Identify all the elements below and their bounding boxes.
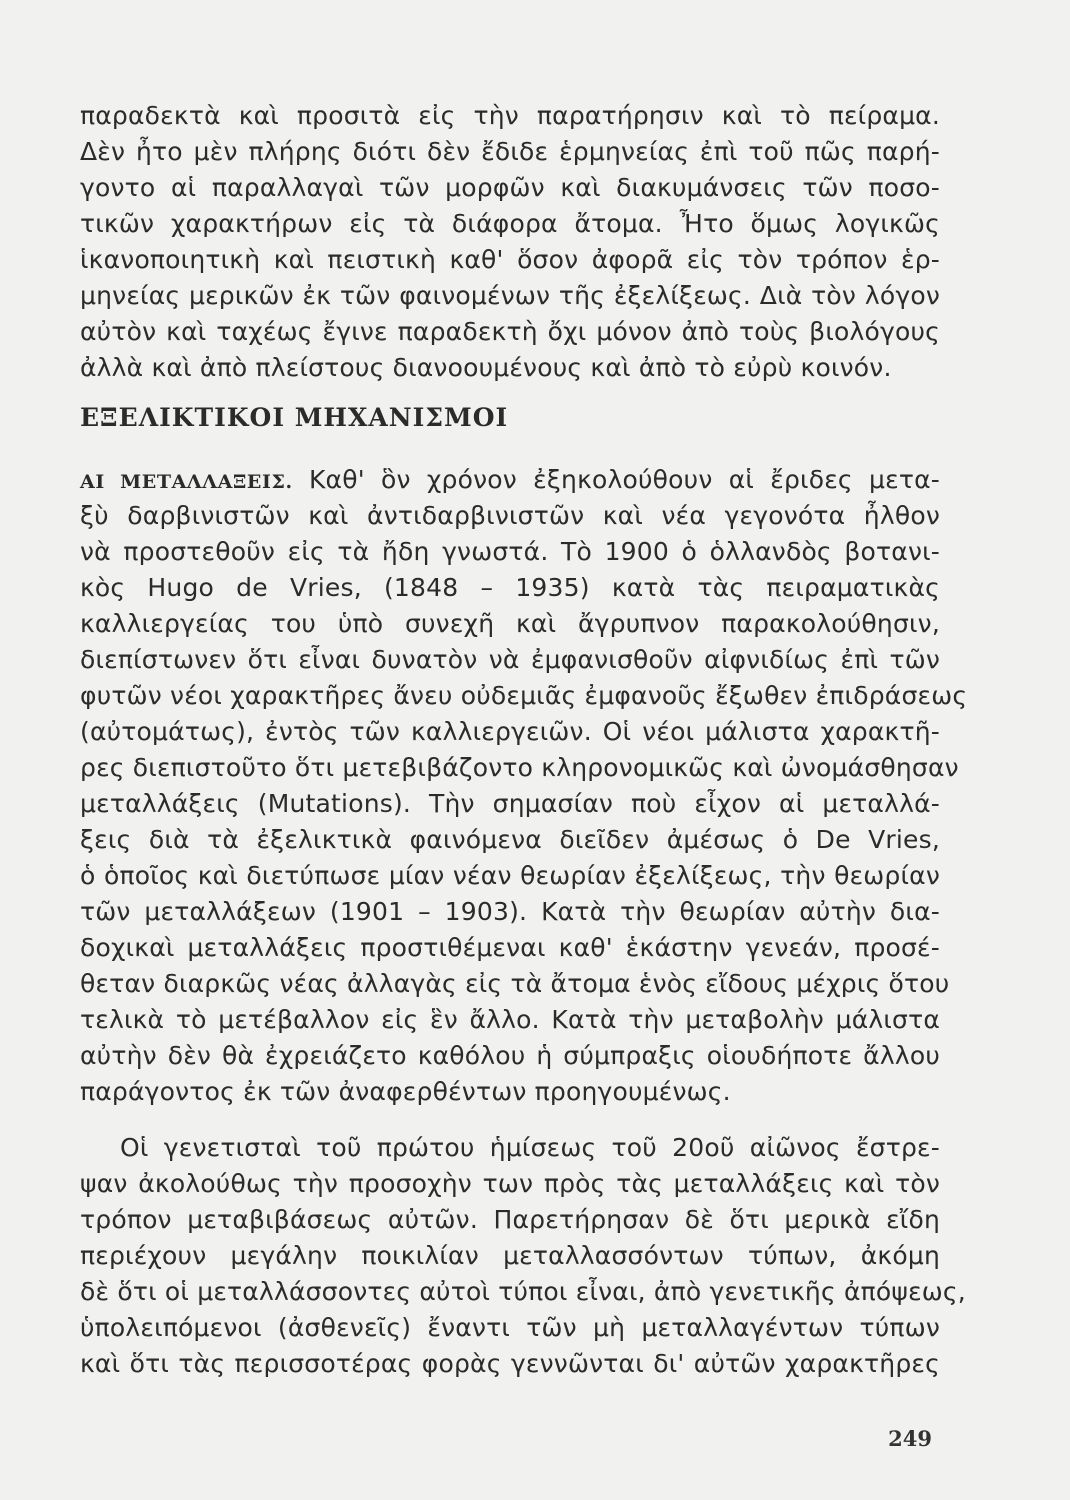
- text-line: ὑπολειπόμενοι (ἀσθενεῖς) ἔναντι τῶν μὴ μεταλλαγέντων τύπων: [80, 1313, 940, 1342]
- text-line: καὶ ὅτι τὰς περισσοτέρας φορὰς γεννῶνται δι' αὐτῶν χαρακτῆρες: [80, 1349, 940, 1378]
- text-line: ρες διεπιστοῦτο ὅτι μετεβιβάζοντο κληρονομικῶς καὶ ὠνομάσθησαν: [80, 753, 959, 782]
- text-line-with-subheading: [80, 462, 940, 498]
- text-line: δοχικαὶ μεταλλάξεις προστιθέμεναι καθ' ἑκάστην γενεάν, προσέ-: [80, 933, 940, 962]
- paragraph-3: [80, 1130, 966, 1382]
- paragraph-2: [80, 462, 968, 1110]
- subheading: ΑΙ ΜΕΤΑΛΛΑΞΕΙΣ.: [80, 471, 293, 493]
- text-line: Δὲν ἦτο μὲν πλήρης διότι δὲν ἔδιδε ἑρμηνείας ἐπὶ τοῦ πῶς παρή-: [80, 137, 940, 166]
- text-line: Οἱ γενετισταὶ τοῦ πρώτου ἡμίσεως τοῦ 20οῦ αἰῶνος ἔστρε-: [120, 1133, 940, 1162]
- page-number: 249: [888, 1426, 932, 1451]
- text-line: αὐτὸν καὶ ταχέως ἔγινε παραδεκτὴ ὄχι μόνον ἀπὸ τοὺς βιολόγους: [80, 317, 940, 346]
- spacer: [80, 442, 940, 462]
- text-line: φυτῶν νέοι χαρακτῆρες ἄνευ οὐδεμιᾶς ἐμφανοῦς ἔξωθεν ἐπιδράσεως: [80, 681, 968, 710]
- text-line: ψαν ἀκολούθως τὴν προσοχὴν των πρὸς τὰς μεταλλάξεις καὶ τὸν: [80, 1169, 940, 1198]
- text-line: νὰ προστεθοῦν εἰς τὰ ἤδη γνωστά. Τὸ 1900 ὁ ὁλλανδὸς βοτανι-: [80, 537, 940, 566]
- paragraph-1: [80, 98, 940, 386]
- text-line: τῶν μεταλλάξεων (1901 – 1903). Κατὰ τὴν θεωρίαν αὐτὴν δια-: [80, 897, 940, 926]
- section-heading: ΕΞΕΛΙΚΤΙΚΟΙ ΜΗΧΑΝΙΣΜΟΙ: [80, 403, 509, 432]
- text-line: γοντο αἱ παραλλαγαὶ τῶν μορφῶν καὶ διακυμάνσεις τῶν ποσο-: [80, 173, 940, 202]
- text-line: θεταν διαρκῶς νέας ἀλλαγὰς εἰς τὰ ἄτομα ἑνὸς εἴδους μέχρις ὅτου: [80, 969, 950, 998]
- text-line: (αὐτομάτως), ἐντὸς τῶν καλλιεργειῶν. Οἱ νέοι μάλιστα χαρακτῆ-: [80, 717, 940, 746]
- text-line: κὸς Hugo de Vries, (1848 – 1935) κατὰ τὰς πειραματικὰς: [80, 573, 940, 602]
- text-line: δὲ ὅτι οἱ μεταλλάσσοντες αὐτοὶ τύποι εἶναι, ἀπὸ γενετικῆς ἀπόψεως,: [80, 1277, 966, 1306]
- text-line: παράγοντος ἐκ τῶν ἀναφερθέντων προηγουμένως.: [80, 1077, 731, 1106]
- text-line: ξεις διὰ τὰ ἐξελικτικὰ φαινόμενα διεῖδεν ἀμέσως ὁ De Vries,: [80, 825, 940, 854]
- text-line: τικῶν χαρακτήρων εἰς τὰ διάφορα ἄτομα. Ἦτο ὅμως λογικῶς: [80, 209, 940, 238]
- text-line: ὁ ὁποῖος καὶ διετύπωσε μίαν νέαν θεωρίαν ἐξελίξεως, τὴν θεωρίαν: [80, 861, 940, 890]
- text-line: μηνείας μερικῶν ἐκ τῶν φαινομένων τῆς ἐξελίξεως. Διὰ τὸν λόγον: [80, 281, 940, 310]
- text-line: καλλιεργείας του ὑπὸ συνεχῆ καὶ ἄγρυπνον παρακολούθησιν,: [80, 609, 940, 638]
- text-line-rest: Καθ' ὃν χρόνον ἐξηκολούθουν αἱ ἔριδες μετα-: [292, 465, 940, 494]
- text-line: μεταλλάξεις (Mutations). Τὴν σημασίαν ποὺ εἶχον αἱ μεταλλά-: [80, 789, 940, 818]
- text-line: ἱκανοποιητικὴ καὶ πειστικὴ καθ' ὅσον ἀφορᾶ εἰς τὸν τρόπον ἑρ-: [80, 245, 940, 274]
- text-line: τρόπον μεταβιβάσεως αὐτῶν. Παρετήρησαν δὲ ὅτι μερικὰ εἴδη: [80, 1205, 940, 1234]
- text-line: ἀλλὰ καὶ ἀπὸ πλείστους διανοουμένους καὶ ἀπὸ τὸ εὐρὺ κοινόν.: [80, 353, 892, 382]
- text-line: αὐτὴν δὲν θὰ ἐχρειάζετο καθόλου ἡ σύμπραξις οἱουδήποτε ἄλλου: [80, 1041, 940, 1070]
- text-line: ξὺ δαρβινιστῶν καὶ ἀντιδαρβινιστῶν καὶ νέα γεγονότα ἦλθον: [80, 501, 940, 530]
- text-line: διεπίστωνεν ὅτι εἶναι δυνατὸν νὰ ἐμφανισθοῦν αἰφνιδίως ἐπὶ τῶν: [80, 645, 940, 674]
- text-line: περιέχουν μεγάλην ποικιλίαν μεταλλασσόντων τύπων, ἀκόμη: [80, 1241, 940, 1270]
- text-line: παραδεκτὰ καὶ προσιτὰ εἰς τὴν παρατήρησιν καὶ τὸ πείραμα.: [80, 101, 940, 130]
- spacer: [80, 1110, 940, 1130]
- text-line: τελικὰ τὸ μετέβαλλον εἰς ἓν ἄλλο. Κατὰ τὴν μεταβολὴν μάλιστα: [80, 1005, 940, 1034]
